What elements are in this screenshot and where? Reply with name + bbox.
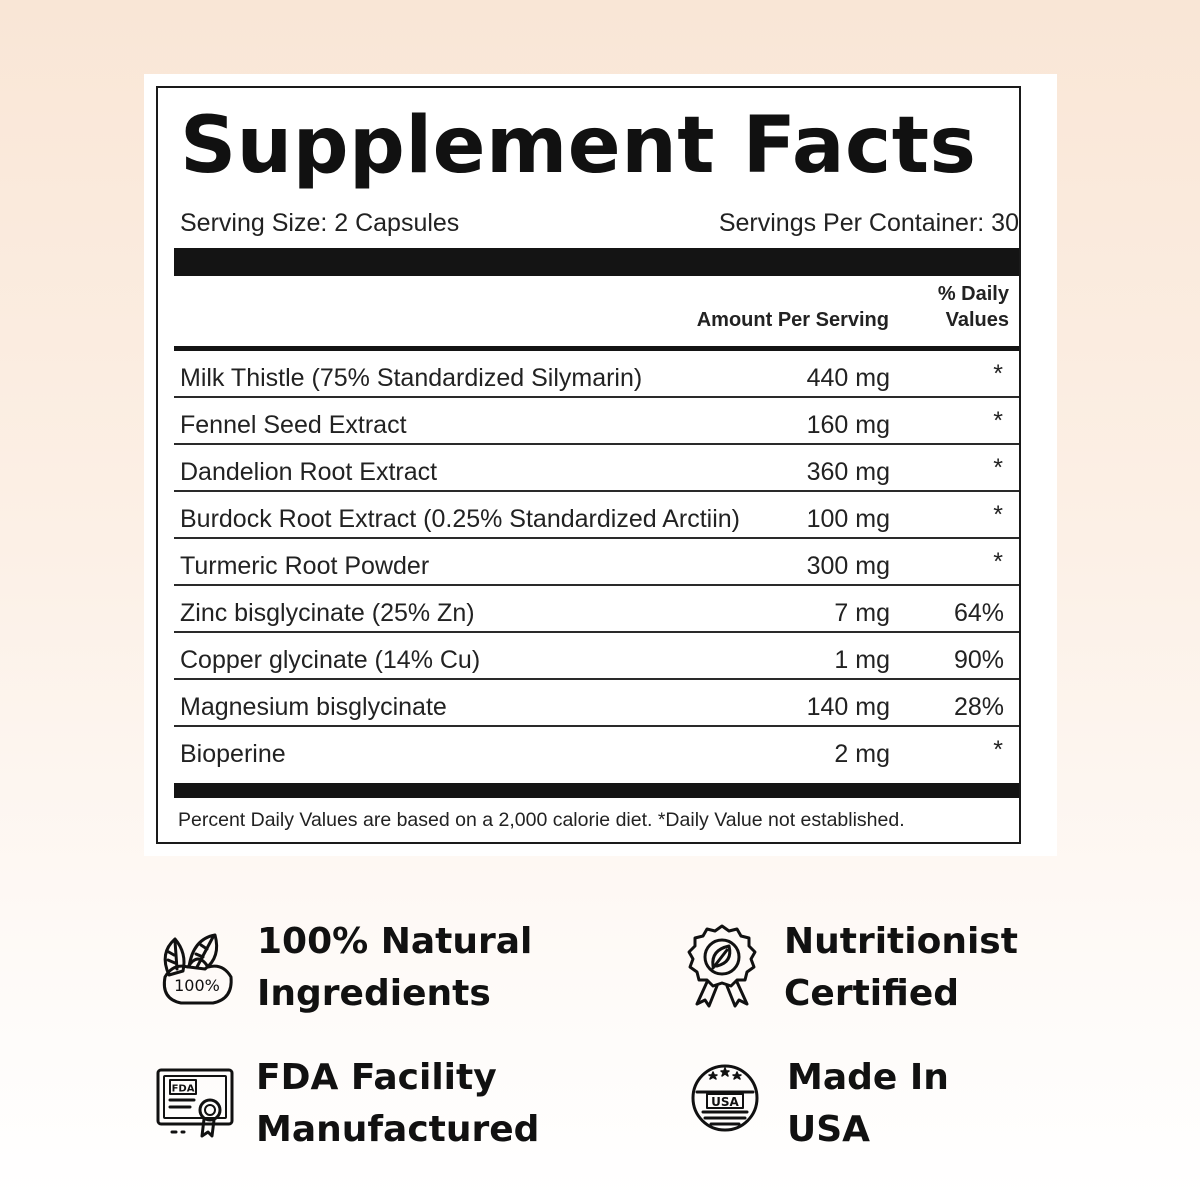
serving-size: Serving Size: 2 Capsules <box>180 209 460 237</box>
table-row <box>174 445 1019 492</box>
ingredient-amount: 300 mg <box>806 552 890 580</box>
daily-values-header <box>909 281 1009 333</box>
ingredient-name: Zinc bisglycinate (25% Zn) <box>180 599 475 627</box>
ingredient-amount: 140 mg <box>806 693 890 721</box>
ingredient-amount: 100 mg <box>806 505 890 533</box>
badge-line1: Made In <box>787 1057 949 1098</box>
table-row <box>174 727 1019 774</box>
ingredient-name: Copper glycinate (14% Cu) <box>180 646 481 674</box>
badge-line1: 100% Natural <box>257 921 533 962</box>
badge-line1: Nutritionist <box>784 921 1018 962</box>
table-row <box>174 398 1019 445</box>
daily-values-header-line2: Values <box>945 309 1009 331</box>
top-divider-bar <box>174 248 1019 276</box>
ingredient-daily-value: * <box>993 548 1003 576</box>
table-row <box>174 492 1019 539</box>
ingredient-amount: 2 mg <box>834 740 890 768</box>
ingredient-name: Milk Thistle (75% Standardized Silymarin) <box>180 364 643 392</box>
award-ribbon-leaf-icon <box>677 920 767 1010</box>
ingredient-table <box>174 351 1019 774</box>
badge-line2: Certified <box>784 973 960 1014</box>
ingredient-daily-value: 28% <box>953 693 1004 721</box>
ingredient-name: Fennel Seed Extract <box>180 411 407 439</box>
table-row <box>174 633 1019 680</box>
daily-values-header-line1: % Daily <box>937 283 1009 305</box>
ingredient-daily-value: * <box>993 407 1003 435</box>
table-row <box>174 680 1019 727</box>
servings-per-container: Servings Per Container: 30 <box>718 209 1019 237</box>
bottom-divider-bar <box>174 783 1019 798</box>
ingredient-daily-value: * <box>993 501 1003 529</box>
usa-stars-seal-icon <box>683 1058 773 1148</box>
nutritionist-certified-badge <box>784 916 1018 1020</box>
ingredient-daily-value: 64% <box>953 599 1004 627</box>
ingredient-daily-value: 90% <box>953 646 1004 674</box>
table-row <box>174 351 1019 398</box>
ingredient-daily-value: * <box>993 736 1003 764</box>
leaves-100-percent-icon <box>153 925 243 1015</box>
ingredient-name: Bioperine <box>180 740 286 768</box>
daily-value-footnote: Percent Daily Values are based on a 2,000 calorie diet. *Daily Value not established. <box>178 809 905 831</box>
table-row <box>174 539 1019 586</box>
fda-facility-badge <box>256 1052 539 1156</box>
ingredient-name: Dandelion Root Extract <box>180 458 438 486</box>
icon-usa-text: USA <box>711 1095 739 1109</box>
ingredient-amount: 440 mg <box>806 364 890 392</box>
fda-certificate-icon <box>152 1058 242 1148</box>
supplement-facts-panel <box>156 86 1021 844</box>
amount-per-serving-header: Amount Per Serving <box>696 309 889 331</box>
ingredient-name: Burdock Root Extract (0.25% Standardized Arctiin) <box>180 505 740 533</box>
badge-line1: FDA Facility <box>256 1057 497 1098</box>
ingredient-daily-value: * <box>993 454 1003 482</box>
badge-line2: Ingredients <box>257 973 491 1014</box>
icon-100-percent-text: 100% <box>174 976 220 995</box>
ingredient-amount: 160 mg <box>806 411 890 439</box>
ingredient-amount: 1 mg <box>834 646 890 674</box>
natural-ingredients-badge <box>257 916 532 1020</box>
made-in-usa-badge <box>787 1052 949 1156</box>
supplement-facts-title: Supplement Facts <box>180 101 977 191</box>
ingredient-name: Magnesium bisglycinate <box>180 693 447 721</box>
badge-line2: USA <box>787 1109 871 1150</box>
ingredient-amount: 360 mg <box>806 458 890 486</box>
badge-line2: Manufactured <box>256 1109 540 1150</box>
ingredient-name: Turmeric Root Powder <box>180 552 430 580</box>
icon-fda-text: FDA <box>171 1083 195 1095</box>
ingredient-daily-value: * <box>993 360 1003 388</box>
table-row <box>174 586 1019 633</box>
ingredient-amount: 7 mg <box>834 599 890 627</box>
